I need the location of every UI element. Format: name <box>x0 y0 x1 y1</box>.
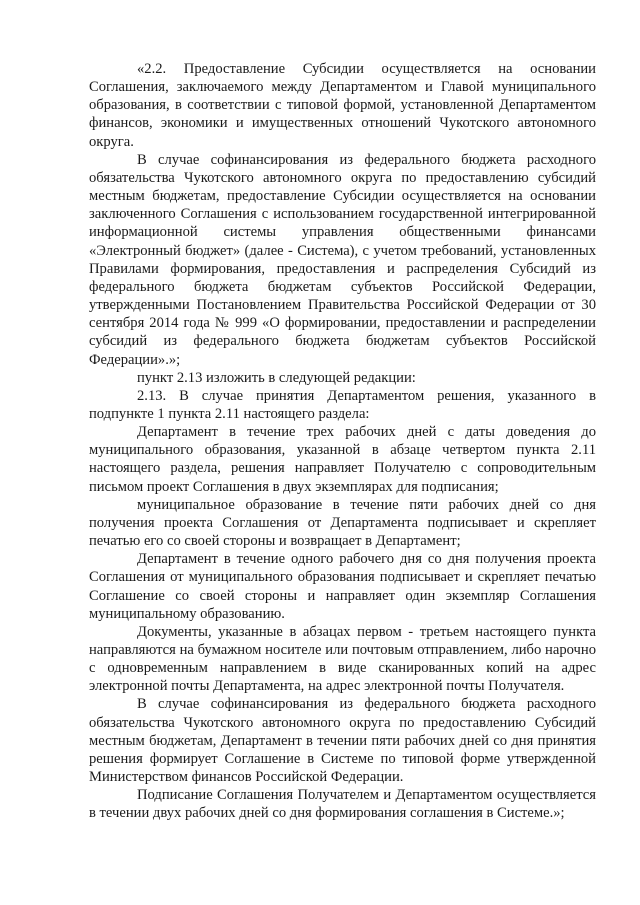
document-body <box>89 60 596 823</box>
paragraph-department-sends-draft: Департамент в течение трех рабочих дней с даты доведения до муниципального образования, указанной в абзаце четвертом пункта 2.11 настоящего раздела, решения направляет Получателю с сопроводительным письмом проект Соглашения в двух экземплярах для подписания; <box>89 424 596 495</box>
paragraph-cofinancing-agreement: В случае софинансирования из федерального бюджета расходного обязательства Чукотского автономного округа по предоставлению Субсидий местным бюджетам, Департамент в течении пяти рабочих дней со дня принятия решения формирует Соглашение в Системе по типовой форме утвержденной Министерством финансов Российской Федерации. <box>89 696 596 786</box>
paragraph-amend-2-13: пункт 2.13 изложить в следующей редакции: <box>137 369 416 386</box>
paragraph-2-13: 2.13. В случае принятия Департаментом решения, указанного в подпункте 1 пункта 2.11 настоящего раздела: <box>89 387 596 422</box>
paragraph-signing-deadline: Подписание Соглашения Получателем и Департаментом осуществляется в течении двух рабочих дней со дня формирования соглашения в Системе.»; <box>89 787 596 822</box>
paragraph-municipality-signs: муниципальное образование в течение пяти рабочих дней со дня получения проекта Соглашения от Департамента подписывает и скрепляет печатью его со своей стороны и возвращает в Департамент; <box>89 496 596 550</box>
paragraph-2-2: «2.2. Предоставление Субсидии осуществляется на основании Соглашения, заключаемого между Департаментом и Главой муниципального образования, в соответствии с типовой формой, установленной Департаментом финансов, экономики и имущественных отношений Чукотского автономного округа. <box>89 61 596 150</box>
paragraph-department-signs: Департамент в течение одного рабочего дня со дня получения проекта Соглашения от муниципального образования подписывает и скрепляет печатью Соглашение со своей стороны и направляет один экземпляр Соглашения муниципальному образованию. <box>89 551 596 622</box>
paragraph-cofinancing-system: В случае софинансирования из федерального бюджета расходного обязательства Чукотского автономного округа по предоставлению субсидий местным бюджетам, предоставление Субсидии осуществляется на основании заключенного Соглашения с использованием государственной интегрированной информационной системы управления общественными финансами «Электронный бюджет» (далее - Система), с учетом требований, установленных Правилами формирования, предоставления и распределения Субсидий из федерального бюджета бюджетам субъектов Российской Федерации, утвержденными Постановлением Правительства Российской Федерации от 30 сентября 2014 года № 999 «О формировании, предоставлении и распределении субсидий из федерального бюджета бюджетам субъектов Российской Федерации».»; <box>89 151 596 368</box>
paragraph-documents-delivery: Документы, указанные в абзацах первом - третьем настоящего пункта направляются на бумажном носителе или почтовым отправлением, либо нарочно с одновременным направлением в виде сканированных копий на адрес электронной почты Департамента, на адрес электронной почты Получателя. <box>89 623 596 695</box>
